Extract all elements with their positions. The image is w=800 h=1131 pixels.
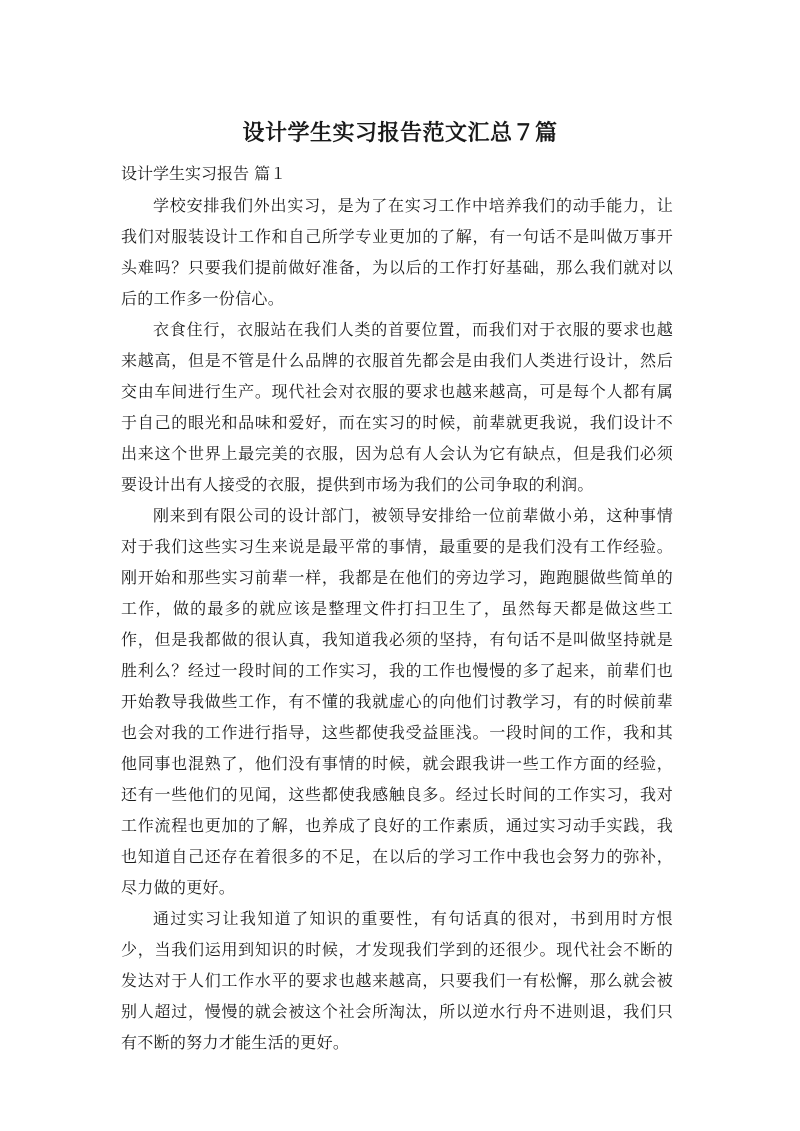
paragraph: 学校安排我们外出实习，是为了在实习工作中培养我们的动手能力，让我们对服装设计工作和自己所学专业更加的了解，有一句话不是叫做万事开头难吗？只要我们提前做好准备，为以后的工作打好基础，那么我们就对以后的工作多一份信心。 bbox=[121, 196, 673, 308]
paragraph: 刚来到有限公司的设计部门，被领导安排给一位前辈做小弟，这种事情对于我们这些实习生来说是最平常的事情，最重要的是我们没有工作经验。刚开始和那些实习前辈一样，我都是在他们的旁边学习，跑跑腿做些简单的工作，做的最多的就应该是整理文件打扫卫生了，虽然每天都是做这些工作，但是我都做的很认真，我知道我必须的坚持，有句话不是叫做坚持就是胜利么？经过一段时间的工作实习，我的工作也慢慢的多了起来，前辈们也开始教导我做些工作，有不懂的我就虚心的向他们讨教学习，有的时候前辈也会对我的工作进行指导，这些都使我受益匪浅。一段时间的工作，我和其他同事也混熟了，他们没有事情的时候，就会跟我讲一些工作方面的经验，还有一些他们的见闻，这些都使我感触良多。经过长时间的工作实习，我对工作流程也更加的了解，也养成了良好的工作素质，通过实习动手实践，我也知道自己还存在着很多的不足，在以后的学习工作中我也会努力的弥补，尽力做的更好。 bbox=[121, 506, 673, 897]
document-title: 设计学生实习报告范文汇总７篇 bbox=[242, 121, 558, 146]
document-body bbox=[121, 190, 673, 1058]
paragraph: 通过实习让我知道了知识的重要性，有句话真的很对，书到用时方恨少，当我们运用到知识的时候，才发现我们学到的还很少。现代社会不断的发达对于人们工作水平的要求也越来越高，只要我们一有松懈，那么就会被别人超过，慢慢的就会被这个社会所淘汰，所以逆水行舟不进则退，我们只有不断的努力才能生活的更好。 bbox=[121, 909, 673, 1052]
paragraph: 衣食住行，衣服站在我们人类的首要位置，而我们对于衣服的要求也越来越高，但是不管是什么品牌的衣服首先都会是由我们人类进行设计，然后交由车间进行生产。现代社会对衣服的要求也越来越高，可是每个人都有属于自己的眼光和品味和爱好，而在实习的时候，前辈就更我说，我们设计不出来这个世界上最完美的衣服，因为总有人会认为它有缺点，但是我们必须要设计出有人接受的衣服，提供到市场为我们的公司争取的利润。 bbox=[121, 320, 673, 494]
section-heading: 设计学生实习报告 篇１ bbox=[121, 164, 287, 183]
